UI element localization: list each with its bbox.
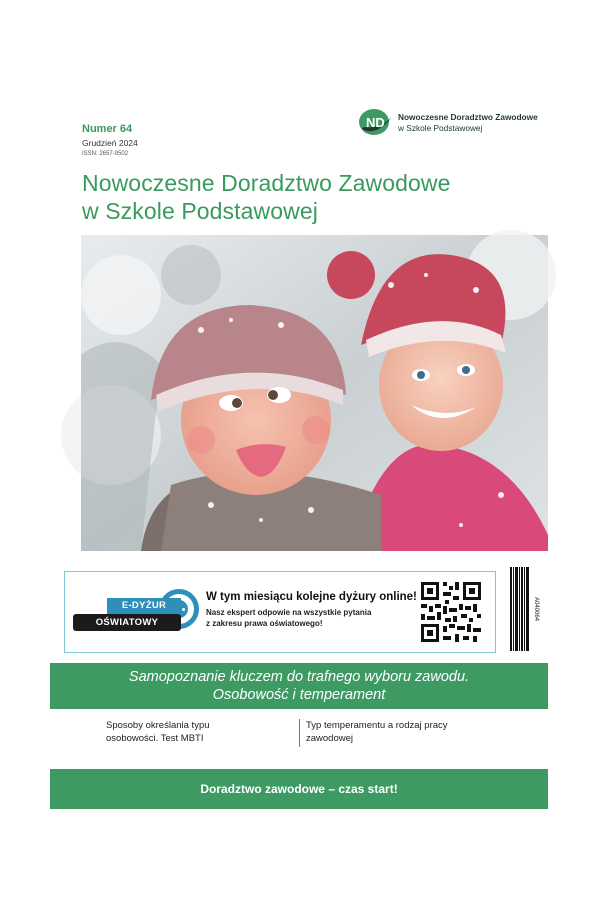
topic-mbti-line-2: osobowości. Test MBTI (106, 733, 204, 744)
brand-line-1: Nowoczesne Doradztwo Zawodowe (398, 112, 538, 122)
qr-code-icon[interactable] (419, 580, 483, 644)
banner-subtext-line-1: Nasz ekspert odpowie na wszystkie pytania (206, 608, 372, 617)
brand-name (398, 112, 538, 134)
barcode-number: A040064 (533, 596, 539, 622)
topic-mbti-line-1: Sposoby określania typu (106, 720, 210, 731)
publisher-brand (358, 107, 548, 141)
topics-row (50, 717, 548, 753)
barcode (510, 567, 538, 651)
main-topic-line-1: Samopoznanie kluczem do trafnego wyboru zawodu. (128, 669, 470, 685)
svg-text:ND: ND (366, 115, 385, 130)
magazine-cover (50, 93, 548, 809)
banner-subtext (206, 607, 426, 629)
e-dyzur-badge: E-DYŻUR (107, 598, 181, 614)
issn: ISSN: 2657-9502 (82, 151, 129, 157)
issue-date: Grudzień 2024 (82, 138, 138, 148)
issue-number: Numer 64 (82, 123, 133, 135)
main-topic-line-2: Osobowość i temperament (212, 687, 386, 703)
barcode-icon (510, 567, 538, 651)
cover-title (82, 169, 542, 225)
children-in-snow-illustration (81, 235, 548, 551)
cover-photo (81, 235, 548, 551)
cover-title-line-2: w Szkole Podstawowej (82, 198, 318, 224)
main-topic-band (50, 663, 548, 709)
e-dyzur-banner[interactable] (64, 571, 496, 653)
topic-temperament-line-1: Typ temperamentu a rodzaj pracy (306, 720, 448, 731)
banner-headline: W tym miesiącu kolejne dyżury online! (206, 591, 417, 603)
brand-line-2: w Szkole Podstawowej (398, 123, 483, 133)
topic-temperament-line-2: zawodowej (306, 733, 353, 744)
nd-logo-icon (358, 107, 394, 137)
topic-mbti (106, 719, 210, 745)
cover-title-line-1: Nowoczesne Doradztwo Zawodowe (82, 170, 451, 196)
oswiatowy-badge: OŚWIATOWY (73, 614, 181, 631)
footer-band: Doradztwo zawodowe – czas start! (50, 769, 548, 809)
topic-temperament (299, 719, 448, 747)
banner-subtext-line-2: z zakresu prawa oświatowego! (206, 619, 323, 628)
